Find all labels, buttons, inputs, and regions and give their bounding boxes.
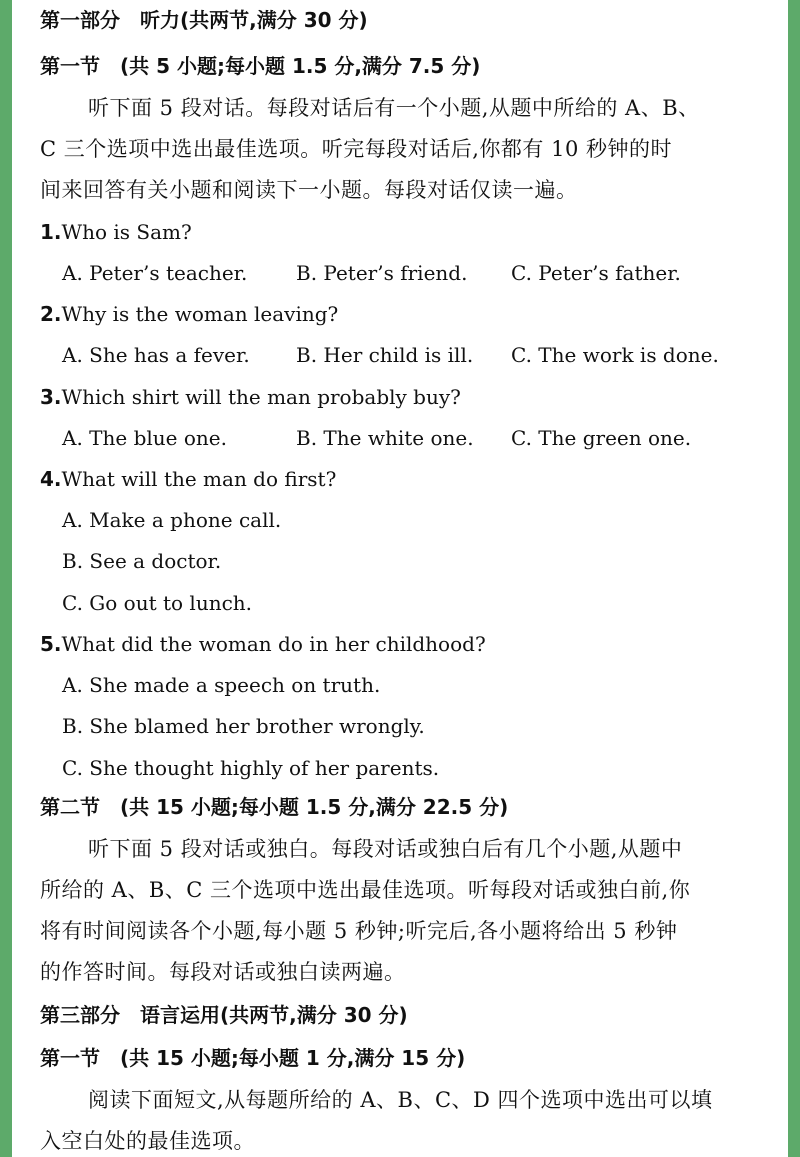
question-number: 2. <box>40 302 62 326</box>
question-number: 4. <box>40 467 62 491</box>
exam-page <box>12 0 788 1157</box>
section1-instructions-line1: 听下面 5 段对话。每段对话后有一个小题,从题中所给的 A、B、 <box>88 96 700 120</box>
part3-title: 第三部分 语言运用(共两节,满分 30 分) <box>40 1003 408 1027</box>
question-1-option-c: C. Peter’s father. <box>511 261 681 285</box>
section2-title: 第二节 (共 15 小题;每小题 1.5 分,满分 22.5 分) <box>40 795 509 819</box>
question-4-option-b: B. See a doctor. <box>62 549 222 573</box>
question-1 <box>40 218 192 246</box>
question-5 <box>40 630 486 658</box>
question-2-option-a: A. She has a fever. <box>62 343 250 367</box>
question-3-option-b: B. The white one. <box>296 426 474 450</box>
question-3-option-c: C. The green one. <box>511 426 692 450</box>
question-1-option-a: A. Peter’s teacher. <box>62 261 248 285</box>
question-text: What will the man do first? <box>61 467 337 491</box>
question-5-option-c: C. She thought highly of her parents. <box>62 756 440 780</box>
question-text: Why is the woman leaving? <box>61 302 339 326</box>
question-text: Which shirt will the man probably buy? <box>61 385 461 409</box>
section2-instructions-line1: 听下面 5 段对话或独白。每段对话或独白后有几个小题,从题中 <box>88 837 683 861</box>
question-number: 1. <box>40 220 62 244</box>
section2-instructions-line2: 所给的 A、B、C 三个选项中选出最佳选项。听每段对话或独白前,你 <box>40 878 691 902</box>
question-1-option-b: B. Peter’s friend. <box>296 261 468 285</box>
question-text: What did the woman do in her childhood? <box>61 632 486 656</box>
section2-instructions-line3: 将有时间阅读各个小题,每小题 5 秒钟;听完后,各小题将给出 5 秒钟 <box>40 919 678 943</box>
part3-section1-title: 第一节 (共 15 小题;每小题 1 分,满分 15 分) <box>40 1046 466 1070</box>
section1-instructions-line3: 间来回答有关小题和阅读下一小题。每段对话仅读一遍。 <box>40 178 578 202</box>
question-3-option-a: A. The blue one. <box>62 426 227 450</box>
question-number: 3. <box>40 385 62 409</box>
question-5-option-a: A. She made a speech on truth. <box>62 673 381 697</box>
part1-title: 第一部分 听力(共两节,满分 30 分) <box>40 8 368 32</box>
question-2 <box>40 300 338 328</box>
question-4 <box>40 465 336 493</box>
question-4-option-a: A. Make a phone call. <box>62 508 282 532</box>
question-5-option-b: B. She blamed her brother wrongly. <box>62 714 425 738</box>
question-4-option-c: C. Go out to lunch. <box>62 591 253 615</box>
question-3 <box>40 383 461 411</box>
section1-instructions-line2: C 三个选项中选出最佳选项。听完每段对话后,你都有 10 秒钟的时 <box>40 137 672 161</box>
part3-instructions-line2: 入空白处的最佳选项。 <box>40 1129 255 1153</box>
section2-instructions-line4: 的作答时间。每段对话或独白读两遍。 <box>40 960 406 984</box>
question-text: Who is Sam? <box>61 220 192 244</box>
question-2-option-b: B. Her child is ill. <box>296 343 474 367</box>
question-number: 5. <box>40 632 62 656</box>
section1-title: 第一节 (共 5 小题;每小题 1.5 分,满分 7.5 分) <box>40 54 481 78</box>
part3-instructions-line1: 阅读下面短文,从每题所给的 A、B、C、D 四个选项中选出可以填 <box>88 1088 713 1112</box>
question-2-option-c: C. The work is done. <box>511 343 719 367</box>
